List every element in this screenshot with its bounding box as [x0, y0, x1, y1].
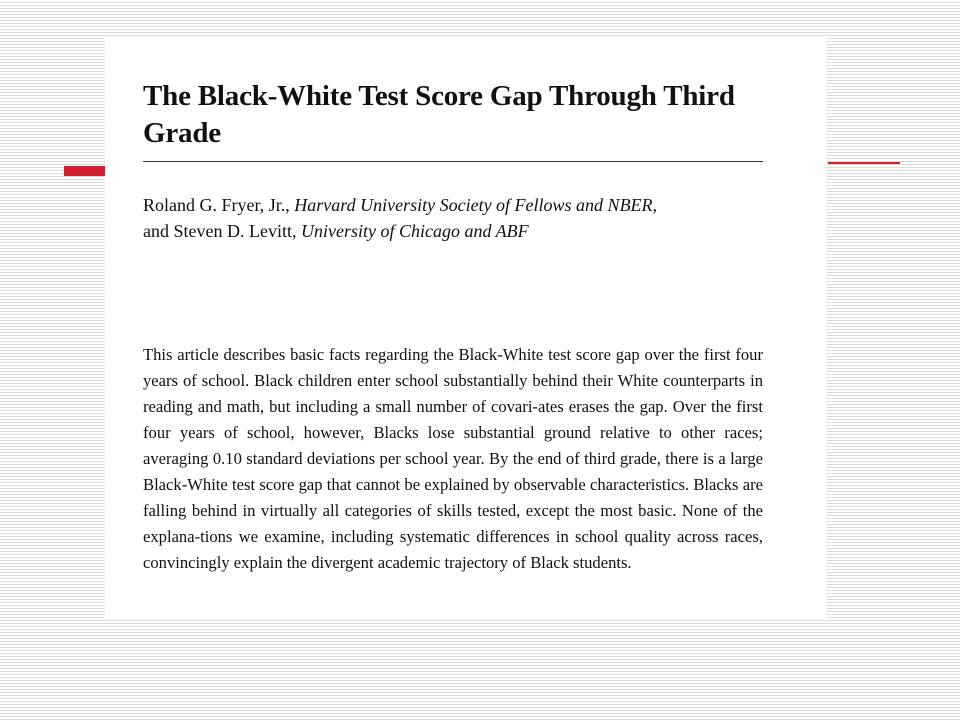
author-affiliation: Harvard University Society of Fellows and NBER,: [294, 195, 658, 215]
slide-accent-line-right: [828, 162, 900, 164]
author-line-levitt: [143, 218, 783, 244]
author-name: Roland G. Fryer, Jr.,: [143, 195, 295, 215]
paper-title: The Black-White Test Score Gap Through Third Grade: [143, 80, 735, 149]
author-name: and Steven D. Levitt,: [143, 221, 301, 241]
slide-accent-bar-left: [64, 166, 106, 176]
title-divider: [143, 161, 763, 162]
author-line-fryer: [143, 192, 783, 218]
paper-page: [105, 38, 826, 618]
author-list: [143, 192, 783, 244]
author-affiliation: University of Chicago and ABF: [300, 221, 529, 241]
abstract-text: This article describes basic facts regarding the Black-White test score gap over the first four years of school. Black children enter school substantially behind their White counterparts in reading and math, but including a small number of covari-ates erases the gap. Over the first four years of school, however, Blacks lose substantial ground relative to other races; averaging 0.10 standard deviations per school year. By the end of third grade, there is a large Black-White test score gap that cannot be explained by observable characteristics. Blacks are falling behind in virtually all categories of skills tested, except the most basic. None of the explana-tions we examine, including systematic differences in school quality across races, convincingly explain the divergent academic trajectory of Black students.: [143, 345, 763, 572]
